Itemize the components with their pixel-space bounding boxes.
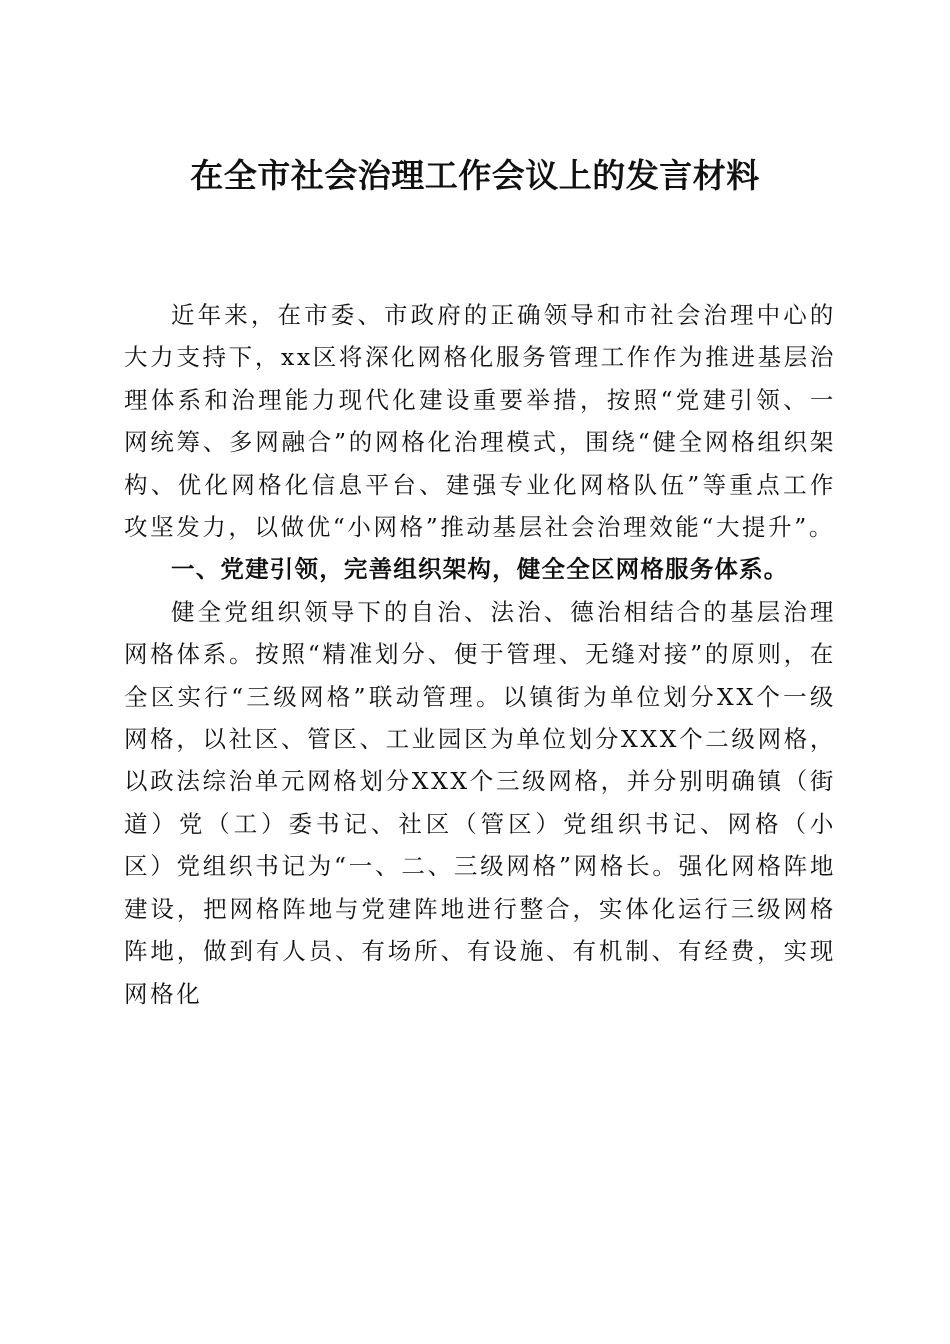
document-body (124, 294, 836, 1015)
document-title: 在全市社会治理工作会议上的发言材料 (190, 156, 760, 195)
intro-paragraph: 近年来，在市委、市政府的正确领导和市社会治理中心的大力支持下，xx区将深化网格化服务管理工作作为推进基层治理体系和治理能力现代化建设重要举措，按照“党建引领、一网统筹、多网融合”的网格化治理模式，围绕“健全网格组织架构、优化网格化信息平台、建强专业化网格队伍”等重点工作攻坚发力，以做优“小网格”推动基层社会治理效能“大提升”。 (124, 301, 836, 542)
section-heading: 一、党建引领，完善组织架构，健全全区网格服务体系。 (171, 555, 789, 584)
section-paragraph: 健全党组织领导下的自治、法治、德治相结合的基层治理网格体系。按照“精准划分、便于管理、无缝对接”的原则，在全区实行“三级网格”联动管理。以镇街为单位划分XX个一级网格，以社区、管区、工业园区为单位划分XXX个二级网格，以政法综治单元网格划分XXX个三级网格，并分别明确镇（街道）党（工）委书记、社区（管区）党组织书记、网格（小区）党组织书记为“一、二、三级网格”网格长。强化网格阵地建设，把网格阵地与党建阵地进行整合，实体化运行三级网格阵地，做到有人员、有场所、有设施、有机制、有经费，实现网格化 (124, 597, 836, 1008)
